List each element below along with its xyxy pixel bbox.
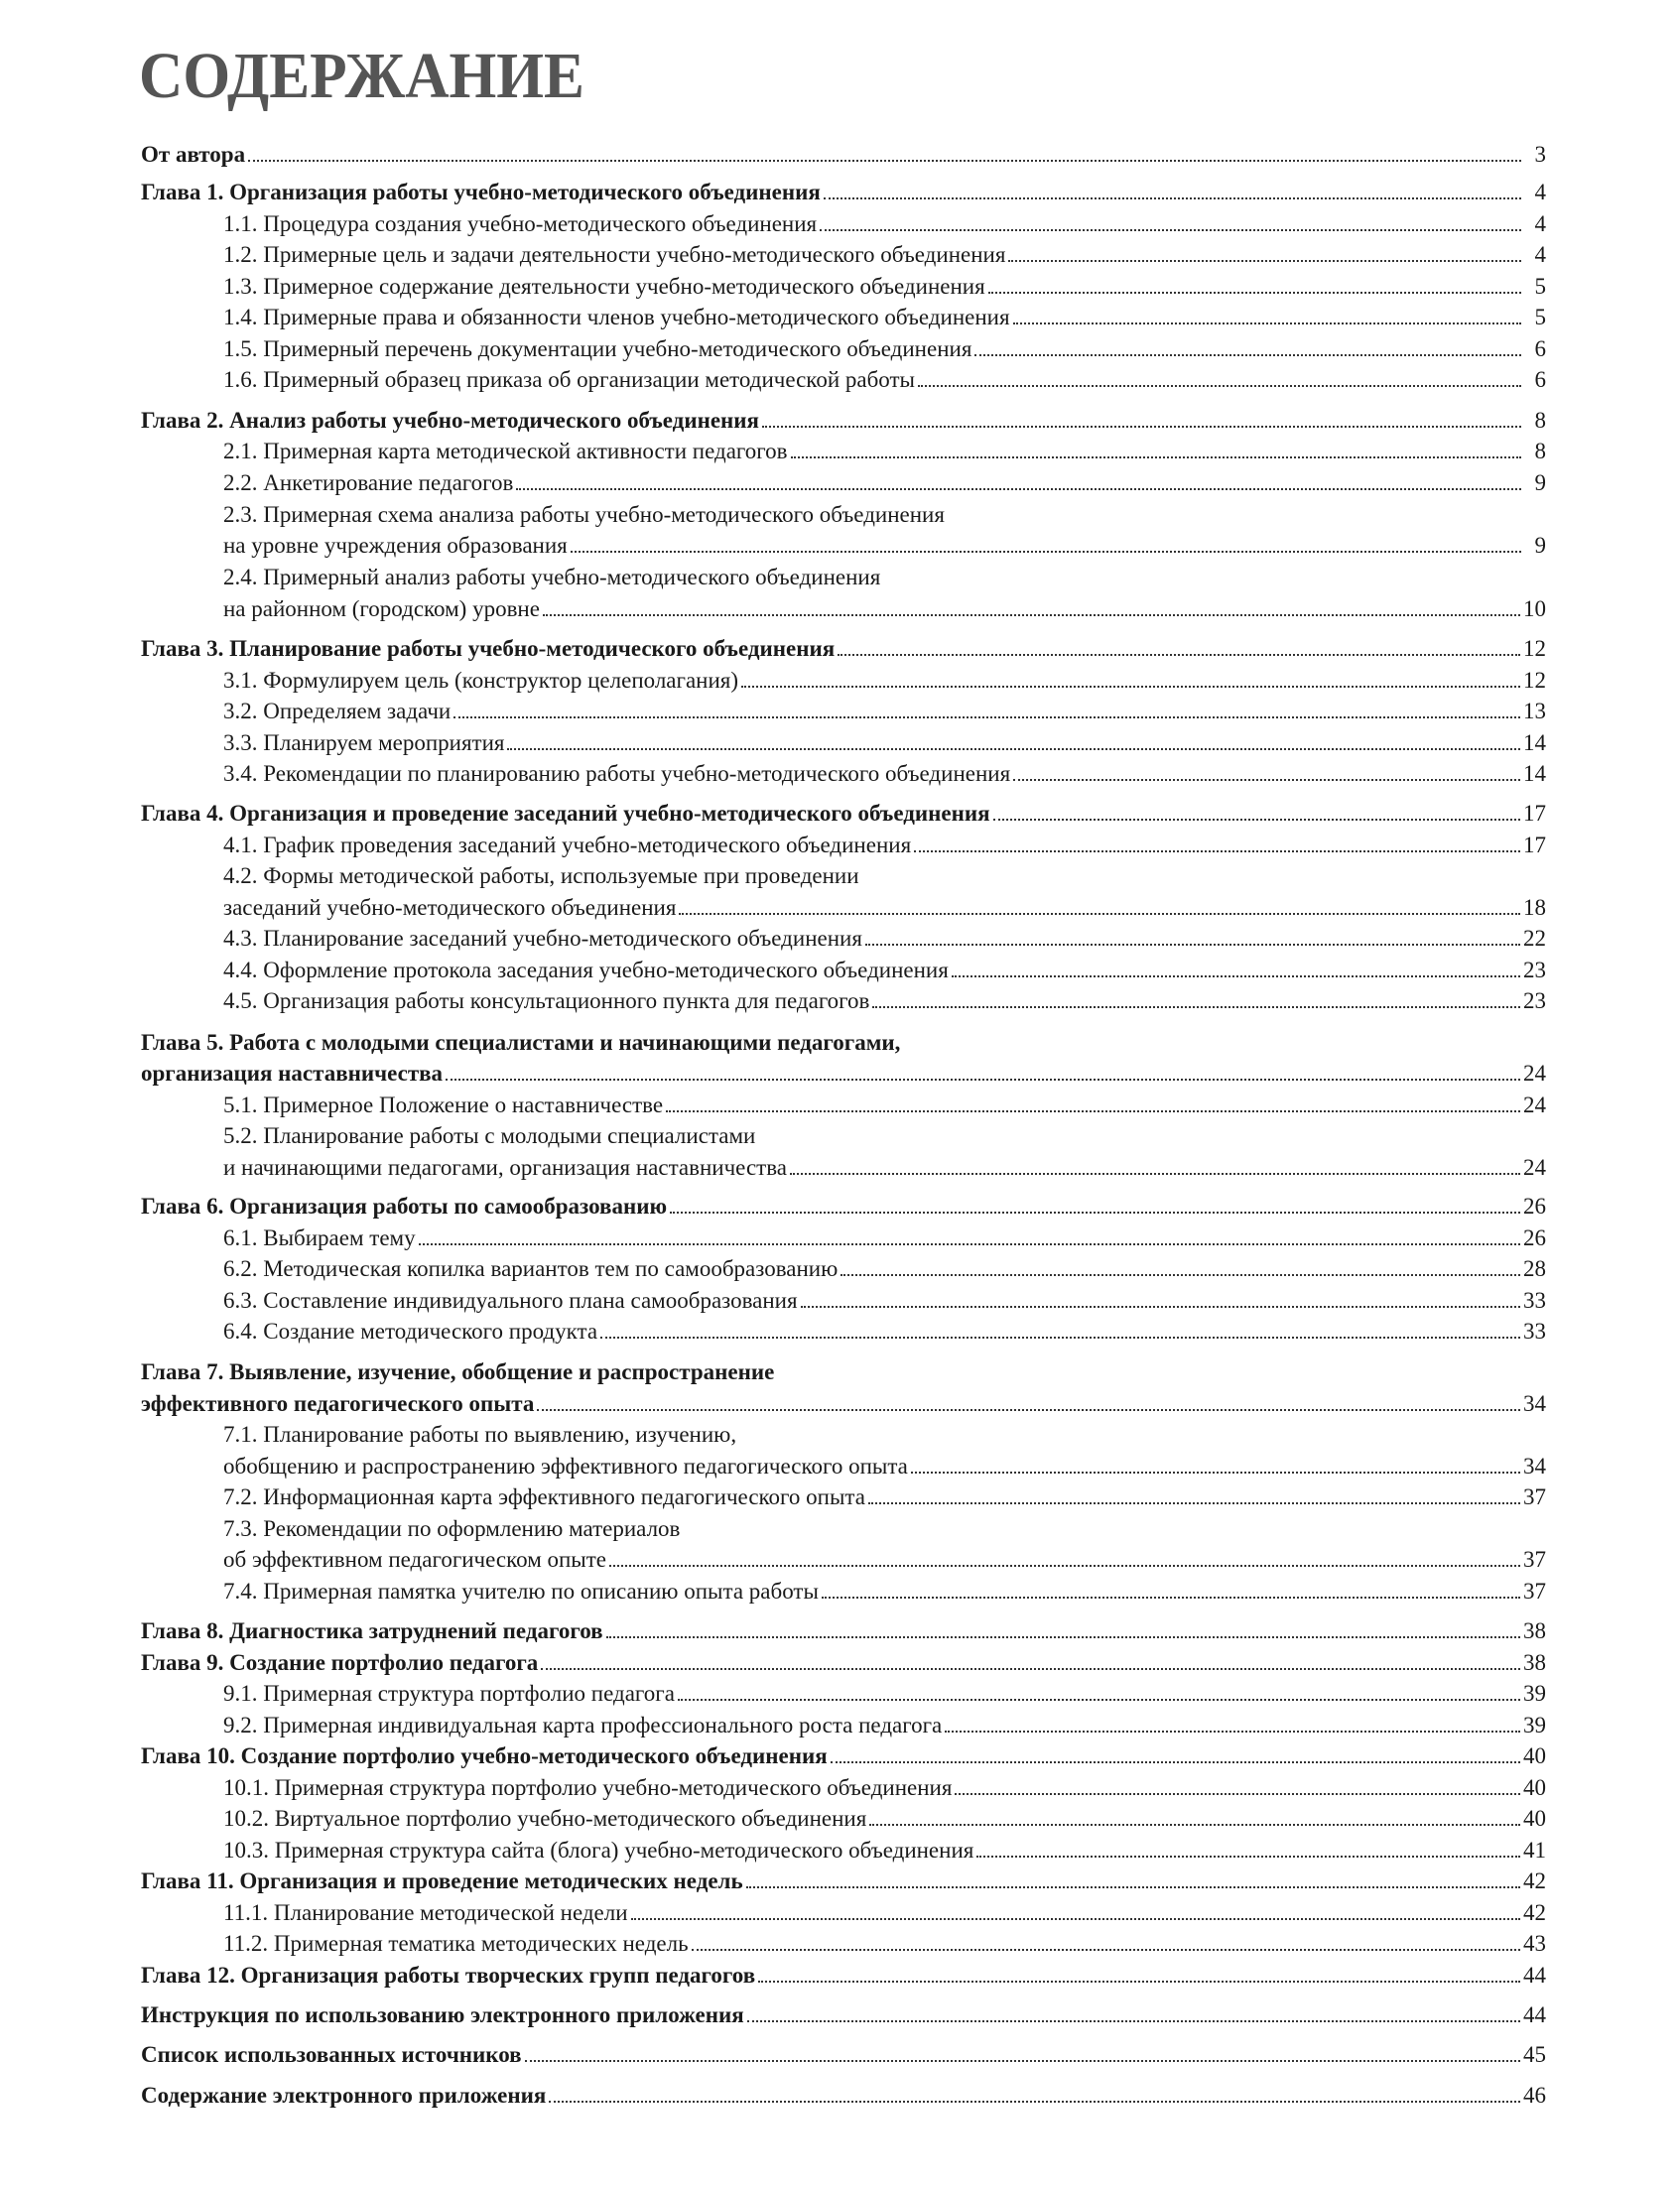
dot-leader	[974, 354, 1521, 356]
toc-entry-title: 5.1. Примерное Положение о наставничестве	[223, 1093, 664, 1117]
dot-leader	[609, 1565, 1520, 1567]
toc-entry[interactable]	[141, 1866, 1546, 1895]
toc-entry[interactable]	[223, 1710, 1546, 1739]
toc-entry-page-number: 44	[1523, 1963, 1546, 1988]
toc-entry-title: 4.5. Организация работы консультационного пункта для педагогов	[223, 988, 870, 1013]
toc-entry-title: Глава 10. Создание портфолио учебно-методического объединения	[141, 1743, 828, 1768]
toc-entry[interactable]	[141, 177, 1546, 206]
dot-leader	[746, 1886, 1520, 1888]
toc-entry-title: 1.5. Примерный перечень документации учебно-методического объединения	[223, 336, 972, 361]
toc-entry-title: 1.4. Примерные права и обязанности членов учебно-методического объединения	[223, 305, 1010, 329]
toc-entry-page-number: 40	[1523, 1775, 1546, 1800]
toc-entry-title: об эффективном педагогическом опыте	[223, 1547, 607, 1572]
toc-entry[interactable]	[223, 1090, 1546, 1119]
toc-entry[interactable]	[223, 955, 1546, 984]
toc-entry[interactable]	[223, 665, 1546, 695]
toc-entry-page-number: 14	[1523, 730, 1546, 755]
toc-entry-title: 1.3. Примерное содержание деятельности учебно-методического объединения	[223, 274, 985, 299]
toc-entry[interactable]	[223, 758, 1546, 788]
toc-entry-page-number: 3	[1534, 142, 1546, 167]
dot-leader	[988, 292, 1521, 294]
toc-entry-page-number: 33	[1523, 1319, 1546, 1344]
toc-entry[interactable]	[223, 1120, 1546, 1150]
toc-entry[interactable]	[223, 436, 1546, 465]
toc-entry-title: 9.1. Примерная структура портфолио педагога	[223, 1681, 675, 1706]
toc-entry-title: 4.3. Планирование заседаний учебно-методического объединения	[223, 926, 862, 951]
toc-entry-title: 10.1. Примерная структура портфолио учебно-методического объединения	[223, 1775, 953, 1800]
toc-entry[interactable]	[223, 1481, 1546, 1511]
toc-entry[interactable]	[141, 139, 1546, 169]
dot-leader	[1013, 322, 1521, 324]
toc-entry-page-number: 6	[1534, 336, 1546, 361]
toc-entry-title: Инструкция по использованию электронного приложения	[141, 2002, 744, 2027]
toc-entry[interactable]	[223, 1897, 1546, 1927]
dot-leader	[670, 1212, 1520, 1214]
toc-entry-title: на районном (городском) уровне	[223, 596, 540, 621]
toc-entry-page-number: 17	[1523, 833, 1546, 857]
toc-entry[interactable]	[223, 860, 1546, 890]
dot-leader	[606, 1636, 1520, 1638]
toc-entry-page-number: 39	[1523, 1713, 1546, 1738]
toc-entry[interactable]	[141, 2080, 1546, 2110]
dot-leader	[801, 1306, 1520, 1308]
dot-leader	[790, 1173, 1520, 1175]
dot-leader	[918, 385, 1521, 387]
toc-entry[interactable]	[223, 1223, 1546, 1252]
toc-entry-page-number: 40	[1523, 1806, 1546, 1831]
toc-entry-title: Глава 3. Планирование работы учебно-методического объединения	[141, 636, 836, 661]
dot-leader	[549, 2101, 1520, 2103]
toc-entry-title: 3.2. Определяем задачи	[223, 699, 452, 723]
toc-entry-page-number: 23	[1523, 958, 1546, 982]
toc-entry-page-number: 38	[1523, 1618, 1546, 1643]
toc-entry-page-number: 26	[1523, 1225, 1546, 1250]
toc-entry[interactable]	[223, 562, 1546, 591]
toc-entry-page-number: 5	[1534, 274, 1546, 299]
toc-entry-page-number: 24	[1523, 1061, 1546, 1086]
toc-entry-page-number: 18	[1523, 895, 1546, 920]
dot-leader	[541, 1668, 1520, 1670]
toc-entry-title: Глава 12. Организация работы творческих групп педагогов	[141, 1963, 756, 1988]
dot-leader	[600, 1337, 1520, 1339]
toc-entry-title: заседаний учебно-методического объединения	[223, 895, 677, 920]
toc-entry[interactable]	[223, 1152, 1546, 1182]
toc-entry-title: обобщению и распространению эффективного педагогического опыта	[223, 1454, 908, 1479]
toc-entry[interactable]	[223, 239, 1546, 269]
toc-entry-page-number: 12	[1523, 636, 1546, 661]
toc-entry-page-number: 23	[1523, 988, 1546, 1013]
dot-leader	[758, 1981, 1520, 1983]
toc-entry-page-number: 5	[1534, 305, 1546, 329]
toc-entry-title: От автора	[141, 142, 246, 167]
toc-entry-title: 1.2. Примерные цель и задачи деятельности учебно-методического объединения	[223, 242, 1006, 267]
dot-leader	[741, 686, 1520, 688]
toc-entry-title: 11.2. Примерная тематика методических недель	[223, 1931, 689, 1956]
dot-leader	[820, 229, 1521, 231]
dot-leader	[831, 1761, 1520, 1763]
toc-entry-page-number: 4	[1534, 211, 1546, 236]
toc-entry-page-number: 6	[1534, 367, 1546, 392]
toc-entry[interactable]	[141, 1999, 1546, 2029]
toc-entry-page-number: 24	[1523, 1093, 1546, 1117]
toc-entry-title: 6.2. Методическая копилка вариантов тем по самообразованию	[223, 1256, 839, 1281]
toc-entry-page-number: 9	[1534, 533, 1546, 558]
toc-entry-title: 4.4. Оформление протокола заседания учебно-методического объединения	[223, 958, 949, 982]
toc-entry[interactable]	[223, 1835, 1546, 1865]
toc-entry-title: Глава 8. Диагностика затруднений педагогов	[141, 1618, 603, 1643]
page-title: СОДЕРЖАНИЕ	[139, 40, 584, 112]
toc-entry-page-number: 8	[1534, 439, 1546, 463]
dot-leader	[1013, 779, 1520, 781]
dot-leader	[993, 819, 1520, 821]
dot-leader	[631, 1918, 1520, 1920]
toc-entry-page-number: 8	[1534, 408, 1546, 433]
toc-entry-page-number: 39	[1523, 1681, 1546, 1706]
toc-entry-title: Глава 2. Анализ работы учебно-методического объединения	[141, 408, 759, 433]
toc-entry-page-number: 4	[1534, 180, 1546, 204]
toc-entry[interactable]	[141, 1388, 1546, 1418]
dot-leader	[840, 1274, 1520, 1276]
toc-entry-title: Глава 7. Выявление, изучение, обобщение и распространение	[141, 1359, 775, 1384]
dot-leader	[678, 1699, 1520, 1701]
toc-entry-page-number: 45	[1523, 2042, 1546, 2067]
toc-entry-page-number: 26	[1523, 1194, 1546, 1219]
toc-entry-title: Глава 6. Организация работы по самообразованию	[141, 1194, 668, 1219]
toc-entry[interactable]	[223, 727, 1546, 757]
toc-entry[interactable]	[223, 1285, 1546, 1315]
toc-entry-title: 7.4. Примерная памятка учителю по описанию опыта работы	[223, 1579, 819, 1604]
toc-entry[interactable]	[223, 593, 1546, 623]
toc-entry-page-number: 13	[1523, 699, 1546, 723]
toc-entry-page-number: 43	[1523, 1931, 1546, 1956]
toc-entry[interactable]	[141, 1027, 1546, 1057]
dot-leader	[824, 197, 1521, 199]
dot-leader	[666, 1110, 1520, 1112]
toc-entry-title: 11.1. Планирование методической недели	[223, 1900, 628, 1925]
toc-entry-title: 10.3. Примерная структура сайта (блога) учебно-методического объединения	[223, 1838, 974, 1863]
toc-entry[interactable]	[141, 2039, 1546, 2069]
dot-leader	[914, 850, 1520, 852]
toc-entry-title: и начинающими педагогами, организация наставничества	[223, 1155, 787, 1180]
dot-leader	[976, 1856, 1520, 1858]
dot-leader	[945, 1731, 1520, 1733]
toc-entry-title: 5.2. Планирование работы с молодыми специалистами	[223, 1123, 756, 1148]
toc-entry-page-number: 28	[1523, 1256, 1546, 1281]
toc-entry[interactable]	[223, 1678, 1546, 1708]
toc-entry[interactable]	[141, 1058, 1546, 1088]
dot-leader	[747, 2020, 1520, 2022]
toc-entry[interactable]	[141, 1960, 1546, 1990]
toc-entry-title: 2.2. Анкетирование педагогов	[223, 470, 514, 495]
toc-entry-title: организация наставничества	[141, 1061, 444, 1086]
toc-entry-title: 1.6. Примерный образец приказа об организации методической работы	[223, 367, 915, 392]
toc-entry[interactable]	[141, 1191, 1546, 1221]
toc-entry-title: 7.1. Планирование работы по выявлению, изучению,	[223, 1422, 737, 1447]
toc-entry[interactable]	[223, 364, 1546, 394]
toc-entry[interactable]	[223, 696, 1546, 725]
toc-entry-page-number: 22	[1523, 926, 1546, 951]
toc-entry-title: 3.4. Рекомендации по планированию работы учебно-методического объединения	[223, 761, 1011, 786]
toc-entry[interactable]	[223, 892, 1546, 922]
toc-entry-title: 2.1. Примерная карта методической активности педагогов	[223, 439, 788, 463]
dot-leader	[791, 456, 1522, 458]
dot-leader	[419, 1243, 1520, 1245]
toc-entry-title: эффективного педагогического опыта	[141, 1391, 535, 1416]
toc-entry-title: 3.1. Формулируем цель (конструктор целеполагания)	[223, 668, 739, 693]
toc-entry[interactable]	[223, 985, 1546, 1015]
dot-leader	[869, 1824, 1520, 1826]
toc-entry[interactable]	[223, 499, 1546, 529]
toc-entry-title: Глава 1. Организация работы учебно-методического объединения	[141, 180, 821, 204]
toc-entry-page-number: 41	[1523, 1838, 1546, 1863]
toc-entry-page-number: 14	[1523, 761, 1546, 786]
dot-leader	[516, 488, 1521, 490]
toc-entry[interactable]	[223, 1253, 1546, 1283]
toc-entry-page-number: 44	[1523, 2002, 1546, 2027]
toc-entry-page-number: 38	[1523, 1650, 1546, 1675]
toc-entry-page-number: 4	[1534, 242, 1546, 267]
toc-entry[interactable]	[223, 1772, 1546, 1802]
dot-leader	[872, 1006, 1520, 1008]
dot-leader	[955, 1793, 1520, 1795]
toc-entry[interactable]	[223, 333, 1546, 363]
toc-entry[interactable]	[223, 467, 1546, 497]
dot-leader	[822, 1597, 1520, 1599]
toc-entry-title: на уровне учреждения образования	[223, 533, 568, 558]
toc-entry-title: Список использованных источников	[141, 2042, 522, 2067]
toc-entry[interactable]	[141, 405, 1546, 435]
dot-leader	[453, 716, 1520, 718]
toc-entry-page-number: 46	[1523, 2083, 1546, 2108]
toc-entry[interactable]	[141, 1740, 1546, 1770]
toc-entry-title: 10.2. Виртуальное портфолио учебно-методического объединения	[223, 1806, 867, 1831]
toc-entry[interactable]	[141, 1615, 1546, 1645]
toc-entry-page-number: 37	[1523, 1484, 1546, 1509]
toc-entry[interactable]	[223, 1316, 1546, 1346]
toc-entry[interactable]	[223, 1513, 1546, 1543]
dot-leader	[537, 1409, 1520, 1411]
toc-entry[interactable]	[223, 1803, 1546, 1833]
toc-entry-title: Глава 4. Организация и проведение заседаний учебно-методического объединения	[141, 801, 990, 826]
toc-entry-page-number: 12	[1523, 668, 1546, 693]
toc-entry-title: 7.3. Рекомендации по оформлению материалов	[223, 1516, 681, 1541]
dot-leader	[543, 614, 1520, 616]
dot-leader	[679, 913, 1520, 915]
dot-leader	[571, 551, 1521, 553]
toc-entry-page-number: 37	[1523, 1547, 1546, 1572]
dot-leader	[507, 748, 1520, 750]
toc-entry-title: Глава 11. Организация и проведение методических недель	[141, 1868, 743, 1893]
toc-entry[interactable]	[141, 1356, 1546, 1386]
toc-entry[interactable]	[223, 830, 1546, 859]
dot-leader	[525, 2060, 1520, 2062]
toc-entry-title: 1.1. Процедура создания учебно-методического объединения	[223, 211, 818, 236]
toc-entry[interactable]	[223, 1544, 1546, 1574]
toc-entry-title: 4.1. График проведения заседаний учебно-методического объединения	[223, 833, 912, 857]
toc-entry-page-number: 40	[1523, 1743, 1546, 1768]
toc-entry[interactable]	[223, 530, 1546, 560]
toc-entry[interactable]	[141, 1647, 1546, 1677]
toc-entry-page-number: 42	[1523, 1900, 1546, 1925]
toc-entry-title: 6.1. Выбираем тему	[223, 1225, 416, 1250]
toc-entry-title: 3.3. Планируем мероприятия	[223, 730, 505, 755]
toc-entry-page-number: 10	[1523, 596, 1546, 621]
toc-entry-title: Содержание электронного приложения	[141, 2083, 547, 2108]
dot-leader	[692, 1949, 1520, 1951]
dot-leader	[911, 1472, 1520, 1474]
toc-entry[interactable]	[223, 271, 1546, 301]
toc-entry-page-number: 42	[1523, 1868, 1546, 1893]
toc-entry[interactable]	[223, 923, 1546, 953]
toc-entry[interactable]	[223, 302, 1546, 331]
toc-entry[interactable]	[223, 1451, 1546, 1480]
toc-entry[interactable]	[141, 798, 1546, 828]
toc-entry-title: Глава 5. Работа с молодыми специалистами и начинающими педагогами,	[141, 1030, 901, 1055]
dot-leader	[838, 654, 1520, 656]
toc-entry-title: 6.3. Составление индивидуального плана самообразования	[223, 1288, 798, 1313]
toc-entry[interactable]	[223, 208, 1546, 238]
toc-entry[interactable]	[141, 633, 1546, 663]
toc-entry-title: 2.3. Примерная схема анализа работы учебно-методического объединения	[223, 502, 945, 527]
toc-entry-title: 2.4. Примерный анализ работы учебно-методического объединения	[223, 565, 881, 589]
dot-leader	[446, 1079, 1520, 1081]
toc-entry-page-number: 34	[1523, 1391, 1546, 1416]
toc-entry[interactable]	[223, 1419, 1546, 1449]
toc-entry-title: Глава 9. Создание портфолио педагога	[141, 1650, 539, 1675]
toc-entry[interactable]	[223, 1576, 1546, 1606]
toc-entry[interactable]	[223, 1928, 1546, 1958]
dot-leader	[868, 1502, 1520, 1504]
dot-leader	[865, 944, 1520, 946]
toc-entry-title: 9.2. Примерная индивидуальная карта профессионального роста педагога	[223, 1713, 943, 1738]
dot-leader	[762, 426, 1521, 428]
dot-leader	[1008, 260, 1521, 262]
toc-entry-page-number: 37	[1523, 1579, 1546, 1604]
toc-entry-page-number: 24	[1523, 1155, 1546, 1180]
toc-entry-title: 7.2. Информационная карта эффективного педагогического опыта	[223, 1484, 865, 1509]
toc-entry-page-number: 17	[1523, 801, 1546, 826]
toc-entry-page-number: 34	[1523, 1454, 1546, 1479]
toc-entry-title: 4.2. Формы методической работы, используемые при проведении	[223, 863, 859, 888]
toc-entry-title: 6.4. Создание методического продукта	[223, 1319, 598, 1344]
toc-entry-page-number: 9	[1534, 470, 1546, 495]
dot-leader	[248, 160, 1521, 162]
toc-entry-page-number: 33	[1523, 1288, 1546, 1313]
dot-leader	[952, 975, 1520, 977]
